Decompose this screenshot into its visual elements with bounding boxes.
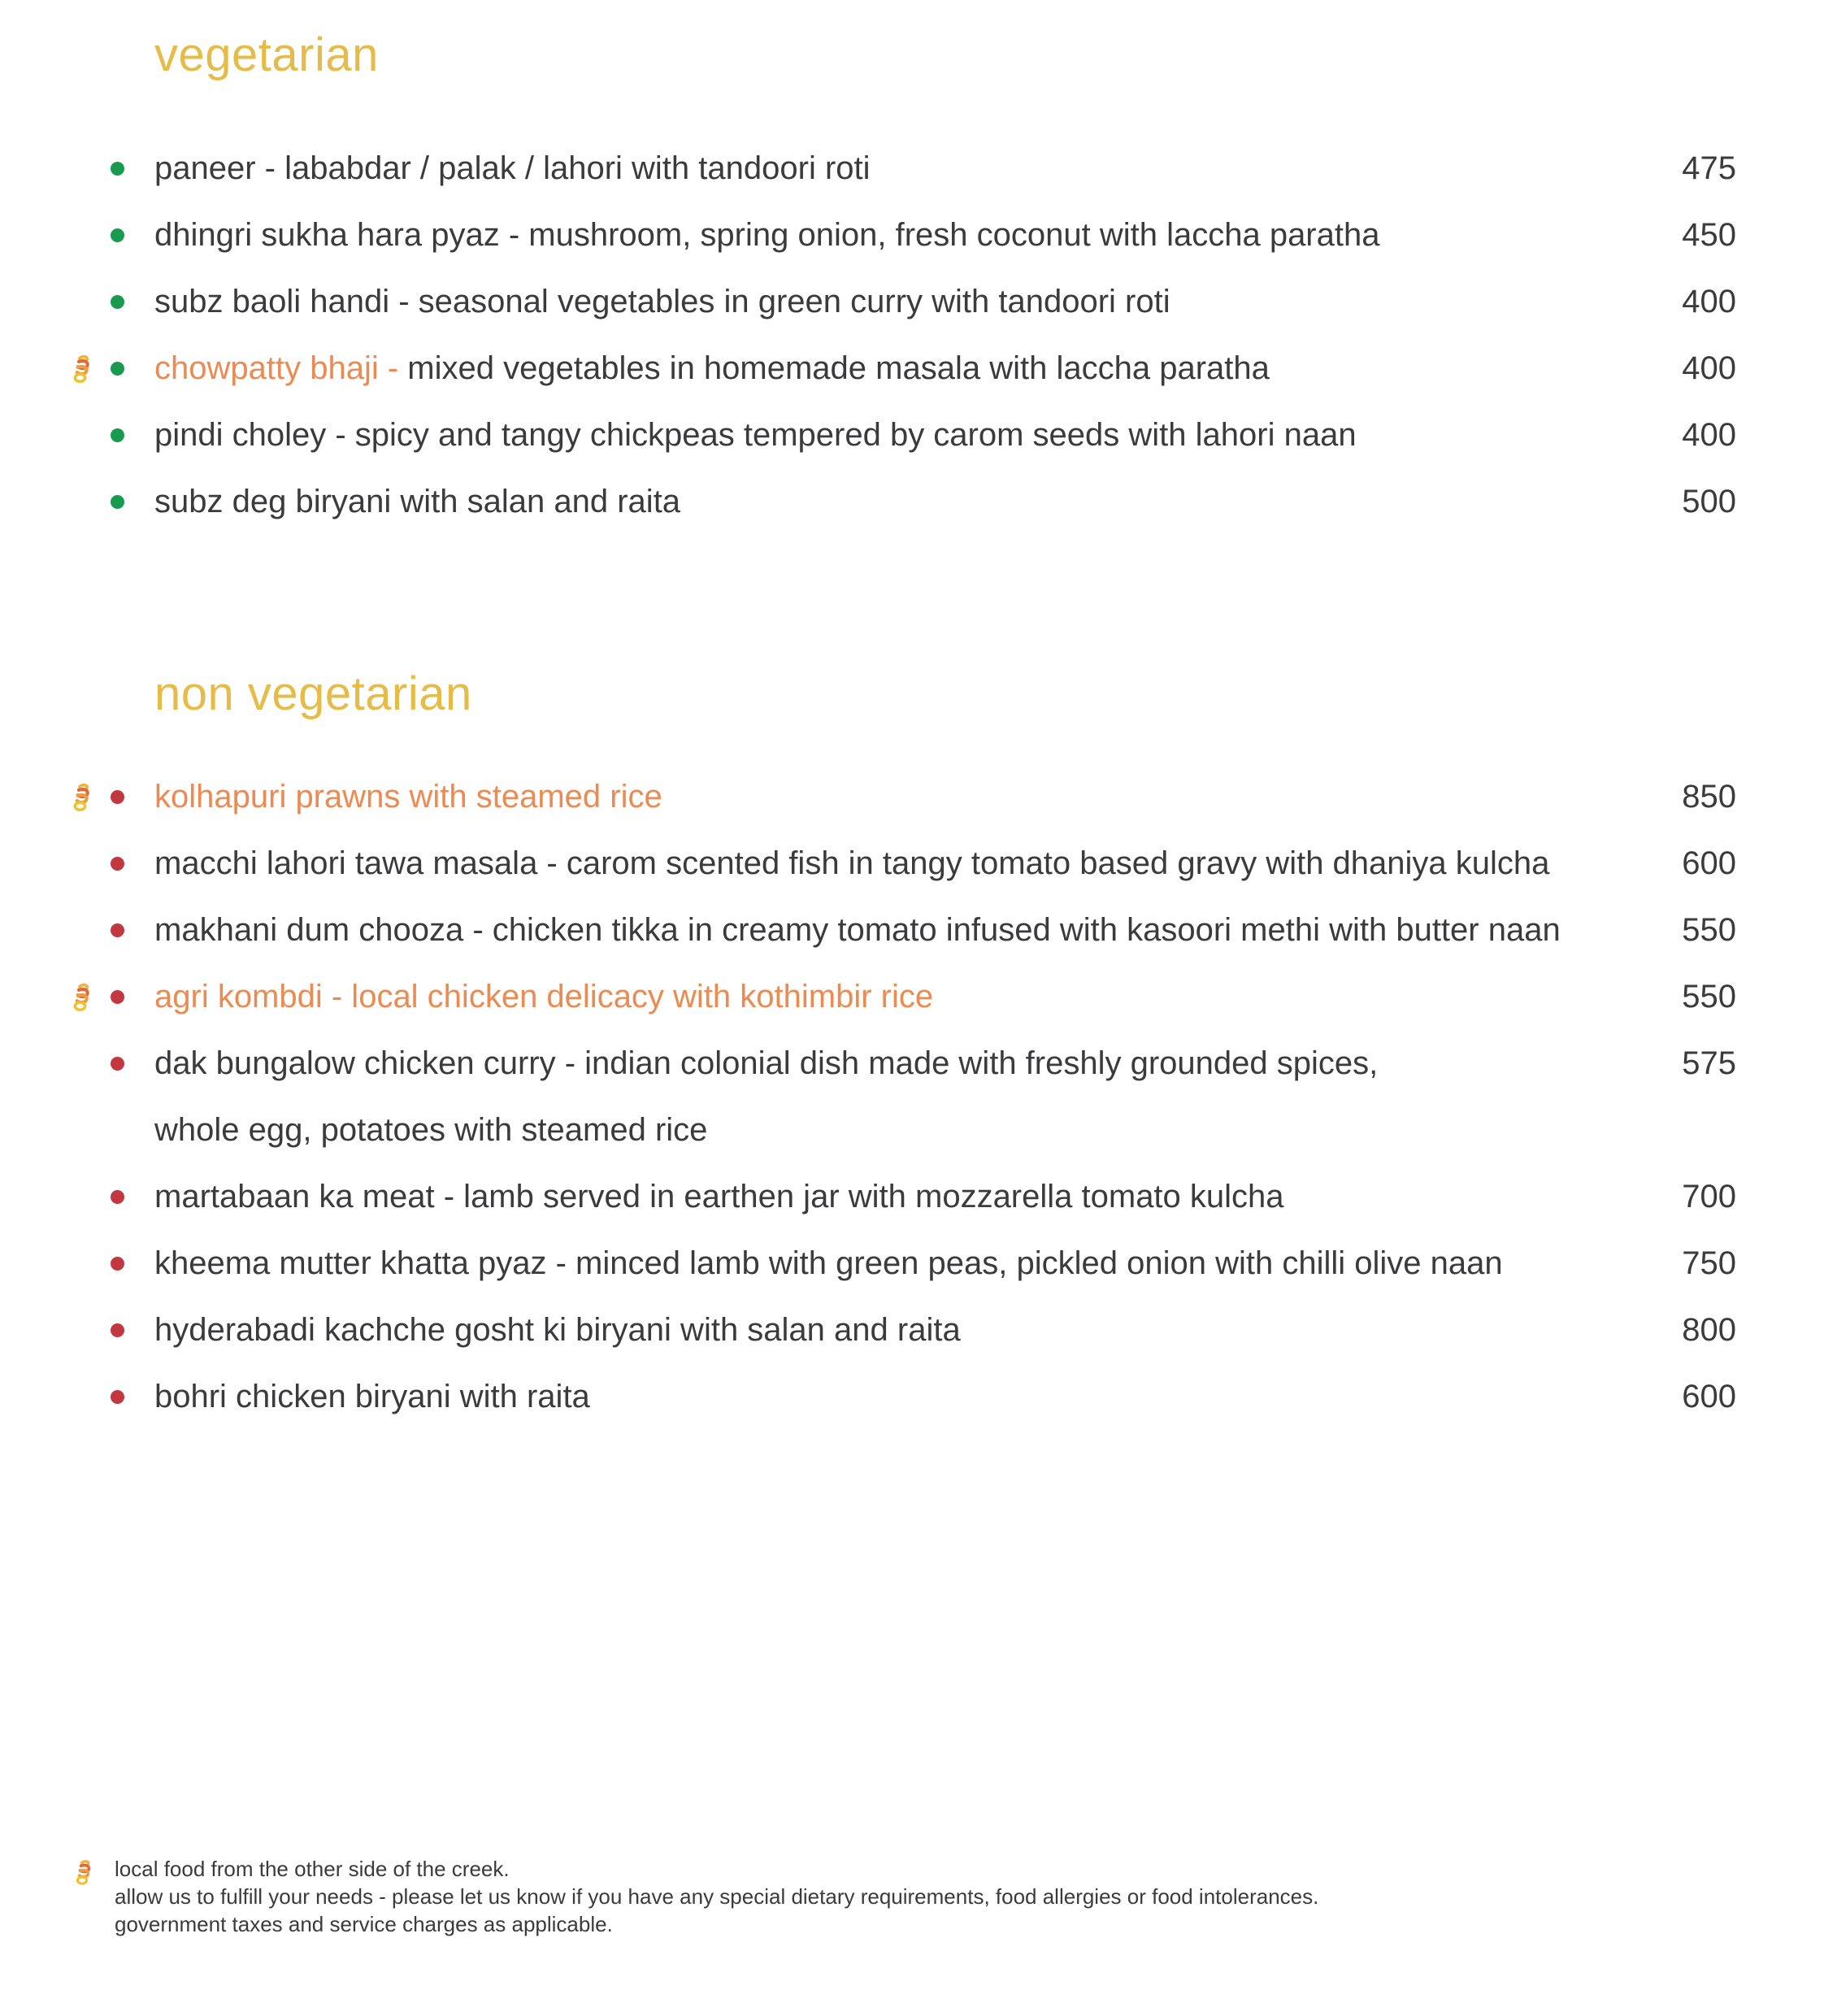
- item-price: 700: [1682, 1178, 1736, 1214]
- item-price: 575: [1682, 1045, 1736, 1081]
- item-description: macchi lahori tawa masala - carom scented fish in tangy tomato based gravy with dhaniya kulcha: [154, 845, 1550, 881]
- nonveg-dot-icon: [111, 790, 124, 804]
- item-price: 750: [1682, 1245, 1736, 1281]
- veg-dot-icon: [111, 362, 124, 376]
- nonveg-dot-icon: [111, 1190, 124, 1204]
- item-description: pindi choley - spicy and tangy chickpeas tempered by carom seeds with lahori naan: [154, 416, 1357, 453]
- icon-slot: [68, 354, 111, 384]
- veg-dot-icon: [111, 495, 124, 509]
- item-text: [154, 845, 1661, 882]
- non-vegetarian-items: [0, 763, 1824, 1430]
- item-description: makhani dum chooza - chicken tikka in creamy tomato infused with kasoori methi with butter naan: [154, 911, 1561, 948]
- item-price: 450: [1682, 216, 1736, 253]
- item-description: dak bungalow chicken curry - indian colonial dish made with freshly grounded spices,: [154, 1045, 1379, 1081]
- menu-item-continuation-row: [0, 1097, 1824, 1163]
- item-text: [154, 284, 1661, 320]
- item-price: 475: [1682, 150, 1736, 186]
- nonveg-dot-icon: [111, 857, 124, 871]
- item-price: 400: [1682, 283, 1736, 319]
- section-title-vegetarian: vegetarian: [154, 28, 379, 81]
- item-text: [154, 779, 1661, 815]
- item-name-special: kolhapuri prawns with steamed rice: [154, 778, 662, 815]
- menu-item-row: [0, 763, 1824, 830]
- nonveg-dot-icon: [111, 923, 124, 937]
- item-text: [154, 1179, 1661, 1215]
- menu-item-row: [0, 468, 1824, 535]
- jalebi-spiral-icon: [68, 782, 93, 812]
- section-title-non-vegetarian: non vegetarian: [154, 667, 472, 720]
- item-text: [154, 417, 1661, 454]
- icon-slot: [68, 982, 111, 1012]
- item-description: hyderabadi kachche gosht ki biryani with salan and raita: [154, 1311, 961, 1348]
- item-price: 600: [1682, 1378, 1736, 1414]
- menu-item-row: [0, 268, 1824, 335]
- nonveg-dot-icon: [111, 1390, 124, 1404]
- item-description: dhingri sukha hara pyaz - mushroom, spring onion, fresh coconut with laccha paratha: [154, 216, 1380, 253]
- item-price: 400: [1682, 416, 1736, 453]
- item-name-special: agri kombdi - local chicken delicacy with kothimbir rice: [154, 978, 934, 1015]
- nonveg-dot-icon: [111, 990, 124, 1004]
- footer-legend: local food from the other side of the creek.: [115, 1857, 510, 1881]
- item-price: 550: [1682, 978, 1736, 1015]
- item-description: paneer - lababdar / palak / lahori with tandoori roti: [154, 150, 871, 186]
- item-text: [154, 350, 1661, 387]
- item-text: [154, 217, 1661, 254]
- menu-item-row: [0, 1363, 1824, 1430]
- item-description: mixed vegetables in homemade masala with laccha paratha: [407, 350, 1270, 386]
- item-price: 500: [1682, 483, 1736, 519]
- item-text: [154, 1312, 1661, 1349]
- nonveg-dot-icon: [111, 1323, 124, 1337]
- menu-item-row: [0, 963, 1824, 1030]
- item-price: 800: [1682, 1311, 1736, 1348]
- nonveg-dot-icon: [111, 1257, 124, 1271]
- veg-dot-icon: [111, 162, 124, 176]
- nonveg-dot-icon: [111, 1057, 124, 1071]
- item-price: 400: [1682, 350, 1736, 386]
- menu-item-row: [0, 135, 1824, 202]
- icon-slot: [68, 782, 111, 812]
- item-description: kheema mutter khatta pyaz - minced lamb with green peas, pickled onion with chilli olive naan: [154, 1245, 1503, 1281]
- menu-item-row: [0, 897, 1824, 963]
- vegetarian-items: [0, 135, 1824, 535]
- menu-item-row: [0, 1030, 1824, 1097]
- item-description: subz deg biryani with salan and raita: [154, 483, 681, 519]
- menu-item-row: [0, 202, 1824, 268]
- item-price: 600: [1682, 845, 1736, 881]
- item-description: whole egg, potatoes with steamed rice: [154, 1111, 708, 1148]
- item-text: [154, 1245, 1661, 1282]
- menu-item-row: [0, 402, 1824, 468]
- footer-notes: [72, 1855, 1318, 1938]
- item-text: [154, 1379, 1661, 1415]
- menu-item-row: [0, 830, 1824, 897]
- veg-dot-icon: [111, 428, 124, 442]
- item-text: [154, 484, 1661, 520]
- footer-taxes-note: government taxes and service charges as applicable.: [115, 1912, 613, 1936]
- veg-dot-icon: [111, 295, 124, 309]
- veg-dot-icon: [111, 228, 124, 242]
- jalebi-spiral-icon: [72, 1858, 93, 1886]
- item-text: [154, 150, 1661, 187]
- menu-item-row: [0, 335, 1824, 402]
- item-name-special: chowpatty bhaji -: [154, 350, 408, 386]
- menu-item-row: [0, 1230, 1824, 1297]
- item-text: [154, 1045, 1661, 1082]
- footer-dietary-note: allow us to fulfill your needs - please let us know if you have any special dietary requirements, food allergies or food intolerances.: [115, 1884, 1319, 1909]
- item-text-continued: [154, 1112, 1661, 1149]
- menu-item-row: [0, 1297, 1824, 1363]
- item-price: 550: [1682, 911, 1736, 948]
- item-text: [154, 979, 1661, 1015]
- item-description: bohri chicken biryani with raita: [154, 1378, 590, 1414]
- menu-item-row: [0, 1163, 1824, 1230]
- item-description: martabaan ka meat - lamb served in earthen jar with mozzarella tomato kulcha: [154, 1178, 1284, 1214]
- jalebi-spiral-icon: [68, 982, 93, 1012]
- item-description: subz baoli handi - seasonal vegetables in green curry with tandoori roti: [154, 283, 1170, 319]
- item-text: [154, 912, 1661, 949]
- item-price: 850: [1682, 778, 1736, 815]
- jalebi-spiral-icon: [68, 354, 93, 384]
